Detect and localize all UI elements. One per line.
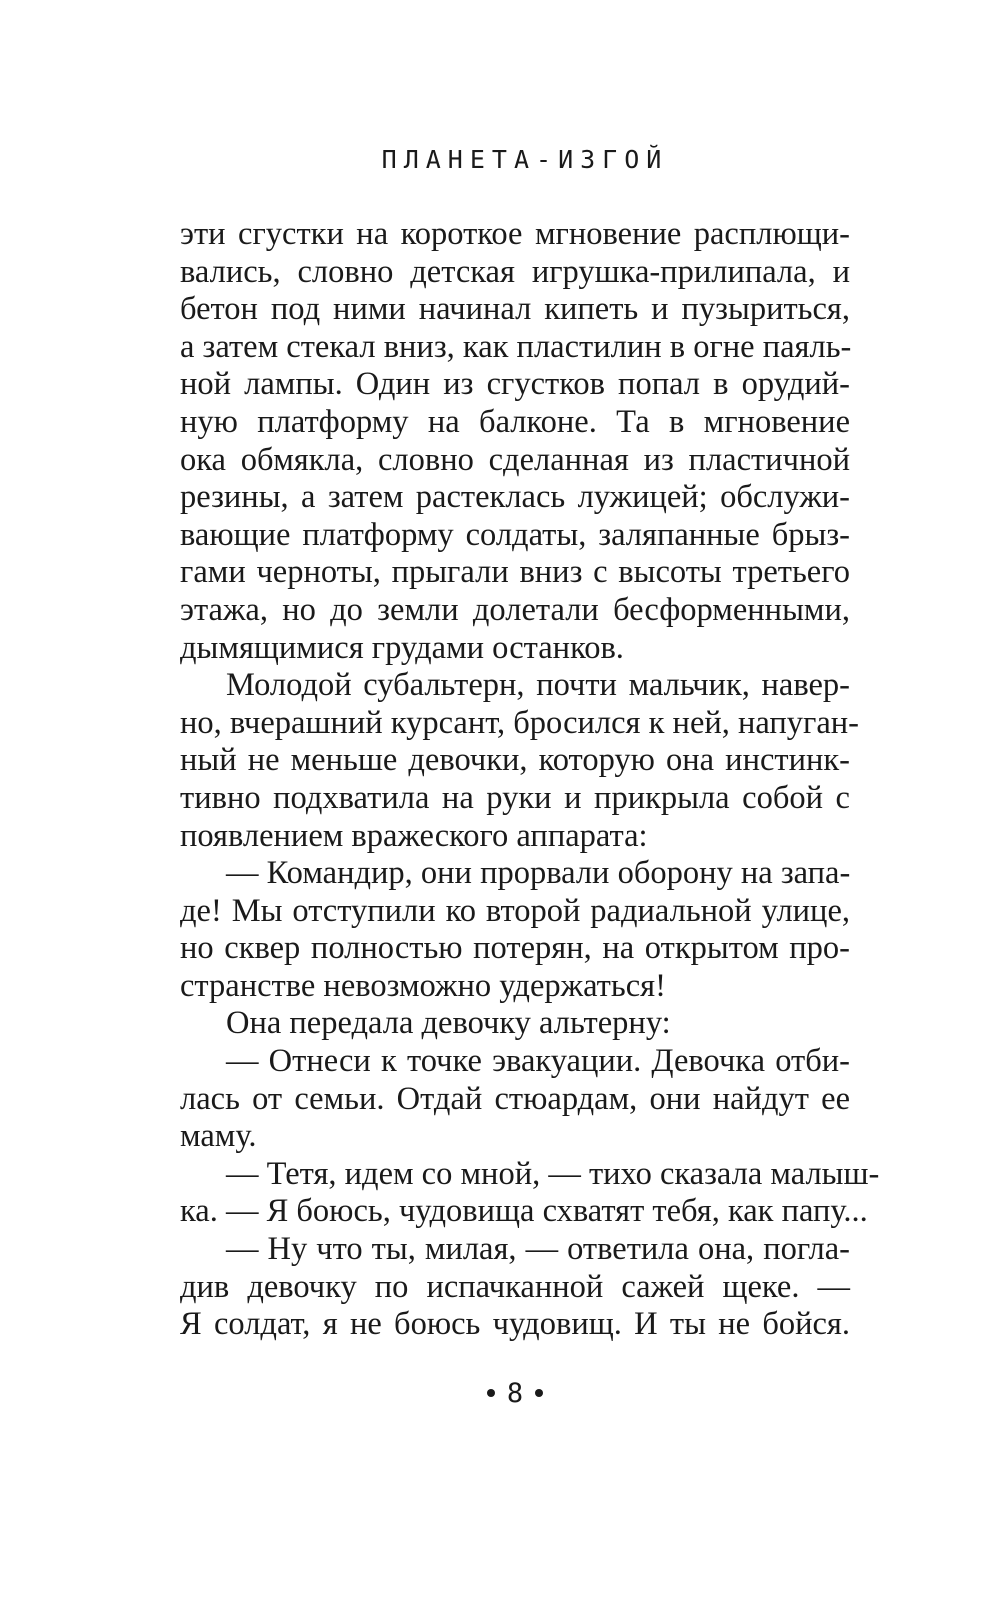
text-line: появлением вражеского аппарата: (180, 817, 648, 854)
text-line: лась от семьи. Отдай стюардам, они найдут ее (180, 1080, 850, 1117)
body-text (180, 216, 880, 1344)
text-line: маму. (180, 1118, 257, 1155)
text-line: тивно подхватила на руки и прикрыла собой с (180, 779, 850, 816)
text-line: странстве невозможно удержаться! (180, 967, 666, 1004)
bullet-dot-left (487, 1389, 495, 1397)
text-line: де! Мы отступили ко второй радиальной улице, (180, 892, 850, 929)
text-line: бетон под ними начинал кипеть и пузыриться, (180, 291, 850, 328)
text-line: этажа, но до земли долетали бесформенными, (180, 591, 850, 628)
text-line: дымящимися грудами останков. (180, 629, 624, 666)
text-line: а затем стекал вниз, как пластилин в огне паяль- (180, 328, 852, 365)
dialogue-line: — Командир, они прорвали оборону на запа- (226, 855, 851, 892)
text-line: ной лампы. Один из сгустков попал в орудий- (180, 366, 850, 403)
text-line: ный не меньше девочки, которую она инстинк- (180, 742, 850, 779)
page-number: 8 (506, 1378, 524, 1409)
dialogue-line: — Отнеси к точке эвакуации. Девочка отби- (226, 1043, 850, 1080)
text-line: Я солдат, я не боюсь чудовищ. И ты не бойся. (180, 1306, 850, 1343)
text-line: ока обмякла, словно сделанная из пластичной (180, 441, 850, 478)
text-line: резины, а затем растеклась лужицей; обслужи- (180, 479, 850, 516)
bullet-dot-right (535, 1389, 543, 1397)
page-number-footer (0, 1378, 1000, 1409)
dialogue-line: — Тетя, идем со мной, — тихо сказала малыш- (226, 1155, 880, 1192)
text-line: но, вчерашний курсант, бросился к ней, напуган- (180, 704, 860, 741)
dialogue-line: — Ну что ты, милая, — ответила она, погла- (226, 1231, 850, 1268)
text-line: ную платформу на балконе. Та в мгновение (180, 403, 850, 440)
text-line: но сквер полностью потерян, на открытом про- (180, 930, 850, 967)
text-line: вающие платформу солдаты, заляпанные брыз- (180, 516, 850, 553)
text-line: эти сгустки на короткое мгновение расплющи- (180, 216, 850, 252)
text-line: вались, словно детская игрушка-прилипала, и (180, 253, 850, 290)
text-line: див девочку по испачканной сажей щеке. — (180, 1268, 850, 1305)
text-line: ка. — Я боюсь, чудовища схватят тебя, как папу... (180, 1193, 868, 1230)
paragraph-start-line: Молодой субальтерн, почти мальчик, навер- (226, 667, 850, 704)
paragraph-start-line: Она передала девочку альтерну: (226, 1005, 671, 1042)
text-line: гами черноты, прыгали вниз с высоты третьего (180, 554, 850, 591)
running-title: ПЛАНЕТА-ИЗГОЙ (381, 145, 669, 174)
